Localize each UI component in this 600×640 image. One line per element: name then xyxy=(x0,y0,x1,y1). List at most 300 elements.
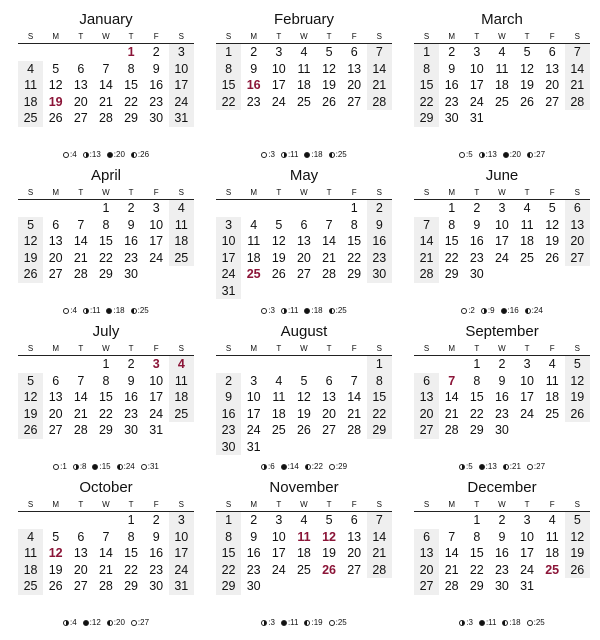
day-cell: 10 xyxy=(169,61,194,78)
week-row xyxy=(414,233,590,250)
week-row xyxy=(216,512,392,529)
empty-cell xyxy=(144,266,169,283)
week-row xyxy=(414,200,590,217)
day-cell: 28 xyxy=(414,266,439,283)
new-moon-icon xyxy=(53,464,59,470)
moon-phase-day: :24 xyxy=(123,462,135,471)
day-cell: 25 xyxy=(494,94,509,109)
week-row xyxy=(414,217,590,234)
month-title: March xyxy=(481,11,523,28)
day-cell: 25 xyxy=(169,406,194,423)
day-cell: 19 xyxy=(18,250,43,267)
empty-cell xyxy=(540,422,565,439)
week-row xyxy=(414,250,590,267)
weekday-label: M xyxy=(250,500,258,509)
empty-cell xyxy=(317,578,342,595)
empty-cell xyxy=(169,422,194,439)
weekday-label: F xyxy=(153,32,159,41)
weekday-label: T xyxy=(128,500,134,509)
weekday-label: T xyxy=(276,188,282,197)
day-cell: 8 xyxy=(127,61,135,76)
day-cell: 22 xyxy=(216,562,241,579)
day-cell: 24 xyxy=(246,423,261,437)
weekday-label: F xyxy=(351,188,357,197)
week-row xyxy=(18,94,194,111)
last-quarter-moon-icon xyxy=(527,152,533,158)
day-cell: 30 xyxy=(494,423,509,437)
month-title: February xyxy=(273,11,335,28)
day-cell: 5 xyxy=(565,356,590,373)
day-cell: 23 xyxy=(246,94,261,109)
day-cell: 26 xyxy=(520,94,535,109)
day-cell: 18 xyxy=(271,406,286,421)
month-april xyxy=(18,166,194,315)
day-cell: 13 xyxy=(48,390,63,404)
day-cell: 26 xyxy=(322,562,337,577)
weekday-header xyxy=(216,498,392,512)
day-cell: 19 xyxy=(565,545,590,562)
weekday-label: S xyxy=(376,344,382,353)
day-cell: 20 xyxy=(414,562,439,579)
day-cell: 15 xyxy=(98,390,113,404)
day-cell: 28 xyxy=(73,423,88,437)
day-cell: 29 xyxy=(469,579,484,593)
weekday-header xyxy=(18,498,194,512)
day-cell: 13 xyxy=(565,217,590,234)
empty-cell xyxy=(515,110,540,127)
day-cell: 6 xyxy=(350,45,358,59)
day-cell: 5 xyxy=(523,45,531,59)
last-quarter-moon-icon xyxy=(329,308,335,314)
day-cell: 13 xyxy=(322,390,337,404)
week-row xyxy=(216,356,392,373)
day-cell: 12 xyxy=(296,390,311,404)
week-row xyxy=(414,422,590,439)
day-cell: 12 xyxy=(322,61,337,76)
week-row xyxy=(414,389,590,406)
month-february xyxy=(216,10,392,159)
new-moon-icon xyxy=(261,152,267,158)
day-cell: 7 xyxy=(414,217,439,234)
day-cell: 16 xyxy=(246,78,261,92)
day-cell: 26 xyxy=(296,423,311,437)
moon-phase-day: :18 xyxy=(311,306,323,315)
moon-phase xyxy=(479,462,497,471)
day-cell: 20 xyxy=(322,406,337,421)
day-cell: 20 xyxy=(73,94,88,109)
day-cell: 27 xyxy=(322,423,337,437)
moon-phase-day: :9 xyxy=(487,306,495,315)
weekday-label: S xyxy=(574,188,580,197)
day-cell: 20 xyxy=(545,78,560,92)
weekday-label: S xyxy=(178,500,184,509)
day-cell: 22 xyxy=(367,406,392,423)
day-cell: 4 xyxy=(548,513,556,527)
day-cell: 8 xyxy=(216,61,241,78)
moon-phase-day: :3 xyxy=(268,306,275,315)
weekday-label: T xyxy=(326,344,332,353)
day-cell: 28 xyxy=(347,423,362,437)
weekday-label: S xyxy=(27,32,34,41)
moon-phase-day: :25 xyxy=(533,618,545,627)
new-moon-icon xyxy=(461,308,467,314)
full-moon-icon xyxy=(479,464,485,470)
day-cell: 4 xyxy=(523,201,531,215)
day-cell: 27 xyxy=(414,422,439,439)
day-cell: 22 xyxy=(124,562,139,577)
moon-phase-day: :3 xyxy=(268,618,275,627)
day-cell: 5 xyxy=(325,513,333,527)
day-cell: 4 xyxy=(498,45,506,59)
week-row xyxy=(18,61,194,78)
first-quarter-moon-icon xyxy=(73,464,79,470)
day-cell: 12 xyxy=(271,234,286,248)
empty-cell xyxy=(266,356,291,373)
month-december xyxy=(414,478,590,627)
week-row xyxy=(414,44,590,61)
month-title: April xyxy=(90,167,121,184)
day-cell: 6 xyxy=(77,61,85,76)
weekday-label: F xyxy=(351,344,357,353)
day-cell: 30 xyxy=(367,266,392,283)
weekday-label: T xyxy=(474,344,480,353)
first-quarter-moon-icon xyxy=(83,308,89,314)
day-cell: 5 xyxy=(565,512,590,529)
full-moon-icon xyxy=(106,308,112,314)
week-row xyxy=(216,439,392,456)
first-quarter-moon-icon xyxy=(261,464,267,470)
day-cell: 30 xyxy=(246,579,261,593)
day-cell: 10 xyxy=(246,390,261,404)
moon-phase xyxy=(329,150,347,159)
weekday-label: S xyxy=(574,344,580,353)
day-cell: 22 xyxy=(469,406,484,421)
new-moon-icon xyxy=(329,620,335,626)
moon-phase xyxy=(261,306,275,315)
day-cell: 1 xyxy=(216,44,241,61)
new-moon-icon xyxy=(459,152,465,158)
day-cell: 30 xyxy=(216,439,241,456)
weekday-label: S xyxy=(225,344,232,353)
day-cell: 15 xyxy=(216,77,241,94)
day-cell: 22 xyxy=(414,94,439,111)
empty-cell xyxy=(515,422,540,439)
weekday-label: T xyxy=(474,500,480,509)
month-november xyxy=(216,478,392,627)
day-cell: 26 xyxy=(545,250,560,265)
day-cell: 13 xyxy=(545,61,560,76)
day-cell: 27 xyxy=(347,94,362,109)
day-cell: 5 xyxy=(548,201,556,215)
day-cell: 27 xyxy=(347,562,362,577)
moon-phase-day: :20 xyxy=(113,150,125,159)
moon-phase-day: :3 xyxy=(466,618,473,627)
week-row xyxy=(18,110,194,127)
weekday-label: S xyxy=(423,344,430,353)
week-row xyxy=(216,266,392,283)
moon-phase-day: :11 xyxy=(485,618,497,627)
day-cell: 2 xyxy=(448,45,456,59)
moon-phase xyxy=(281,306,299,315)
day-cell: 1 xyxy=(127,45,135,59)
week-row xyxy=(18,373,194,390)
moon-phases xyxy=(216,462,392,471)
weekday-label: T xyxy=(276,500,282,509)
day-cell: 3 xyxy=(523,513,531,527)
day-cell: 17 xyxy=(520,390,535,404)
weekday-label: W xyxy=(498,500,506,509)
moon-phase-day: :13 xyxy=(485,150,497,159)
moon-phase-day: :3 xyxy=(268,150,275,159)
moon-phase xyxy=(281,462,299,471)
day-cell: 15 xyxy=(216,545,241,562)
month-title: July xyxy=(92,323,120,340)
day-cell: 2 xyxy=(367,200,392,217)
day-cell: 22 xyxy=(98,250,113,265)
day-cell: 2 xyxy=(216,373,241,390)
weekday-label: F xyxy=(351,32,357,41)
day-cell: 24 xyxy=(469,94,484,109)
full-moon-icon xyxy=(479,620,485,626)
day-cell: 19 xyxy=(322,546,337,560)
week-row xyxy=(18,44,194,61)
day-cell: 26 xyxy=(18,422,43,439)
moon-phase xyxy=(73,462,87,471)
day-cell: 26 xyxy=(18,266,43,283)
moon-phase xyxy=(53,462,67,471)
day-cell: 6 xyxy=(52,373,60,388)
empty-cell xyxy=(68,512,93,529)
day-cell: 23 xyxy=(246,562,261,577)
day-cell: 14 xyxy=(367,61,392,78)
week-row xyxy=(414,512,590,529)
moon-phase-day: :20 xyxy=(509,150,521,159)
day-cell: 14 xyxy=(73,234,88,248)
day-cell: 22 xyxy=(469,562,484,577)
first-quarter-moon-icon xyxy=(459,620,465,626)
day-cell: 21 xyxy=(73,250,88,265)
weekday-label: S xyxy=(376,188,382,197)
empty-cell xyxy=(414,200,439,217)
day-cell: 14 xyxy=(367,529,392,546)
empty-cell xyxy=(367,439,392,456)
day-cell: 13 xyxy=(347,61,362,76)
moon-phase xyxy=(83,618,101,627)
day-cell: 20 xyxy=(347,546,362,560)
week-row xyxy=(18,233,194,250)
empty-cell xyxy=(342,283,367,300)
day-cell: 26 xyxy=(322,94,337,109)
day-cell: 22 xyxy=(124,94,139,109)
day-cell: 19 xyxy=(296,406,311,421)
day-cell: 13 xyxy=(48,234,63,248)
empty-cell xyxy=(367,578,392,595)
day-cell: 27 xyxy=(545,94,560,109)
day-cell: 28 xyxy=(367,562,392,579)
day-cell: 1 xyxy=(473,357,481,371)
weekday-label: S xyxy=(423,500,430,509)
moon-phase xyxy=(106,306,124,315)
day-cell: 3 xyxy=(250,373,258,388)
day-cell: 22 xyxy=(347,250,362,265)
day-cell: 13 xyxy=(73,546,88,560)
last-quarter-moon-icon xyxy=(502,620,508,626)
day-cell: 29 xyxy=(124,579,139,593)
day-cell: 19 xyxy=(565,389,590,406)
day-cell: 29 xyxy=(216,578,241,595)
month-january xyxy=(18,10,194,159)
weekday-label: T xyxy=(524,344,530,353)
weekday-label: T xyxy=(524,32,530,41)
day-cell: 26 xyxy=(48,111,63,125)
empty-cell xyxy=(317,283,342,300)
moon-phase xyxy=(527,462,545,471)
month-title: October xyxy=(79,479,133,496)
week-row xyxy=(216,200,392,217)
day-cell: 7 xyxy=(448,373,456,388)
day-cell: 15 xyxy=(347,234,362,248)
day-cell: 29 xyxy=(469,423,484,437)
day-cell: 21 xyxy=(367,77,392,94)
day-cell: 14 xyxy=(444,546,459,560)
day-cell: 29 xyxy=(98,267,113,281)
day-cell: 5 xyxy=(300,373,308,388)
day-cell: 11 xyxy=(169,217,194,234)
week-row xyxy=(18,389,194,406)
moon-phases xyxy=(18,150,194,159)
empty-cell xyxy=(18,200,43,217)
weekday-label: F xyxy=(153,188,159,197)
day-cell: 11 xyxy=(545,529,559,544)
day-cell: 24 xyxy=(494,250,509,265)
moon-phases xyxy=(216,618,392,627)
day-cell: 11 xyxy=(18,77,43,94)
day-cell: 17 xyxy=(169,545,194,562)
weekday-label: W xyxy=(102,32,110,41)
day-cell: 6 xyxy=(77,529,85,544)
day-cell: 13 xyxy=(347,529,362,544)
day-cell: 7 xyxy=(448,529,456,544)
weekday-label: M xyxy=(448,32,456,41)
empty-cell xyxy=(93,512,118,529)
empty-cell xyxy=(439,356,464,373)
week-row xyxy=(414,529,590,546)
day-cell: 9 xyxy=(250,61,258,76)
new-moon-icon xyxy=(131,620,137,626)
empty-cell xyxy=(169,266,194,283)
day-cell: 13 xyxy=(414,389,439,406)
day-cell: 9 xyxy=(367,217,392,234)
weekday-label: T xyxy=(524,188,530,197)
day-cell: 4 xyxy=(275,373,283,388)
moon-phase xyxy=(502,618,520,627)
week-row xyxy=(216,44,392,61)
moon-phase xyxy=(131,618,149,627)
day-cell: 25 xyxy=(18,110,43,127)
weekday-label: T xyxy=(128,344,134,353)
day-cell: 18 xyxy=(520,234,535,248)
day-cell: 18 xyxy=(169,389,194,406)
day-cell: 27 xyxy=(296,267,311,281)
month-july xyxy=(18,322,194,471)
moon-phase-day: :14 xyxy=(287,462,299,471)
day-cell: 15 xyxy=(124,546,139,560)
moon-phase xyxy=(281,150,299,159)
day-cell: 7 xyxy=(102,61,110,76)
day-cell: 18 xyxy=(246,250,261,265)
weekday-label: S xyxy=(423,188,430,197)
moon-phase xyxy=(281,618,299,627)
moon-phase xyxy=(461,306,475,315)
moon-phase-day: :5 xyxy=(465,150,473,159)
day-cell: 26 xyxy=(48,579,63,593)
day-cell: 23 xyxy=(469,250,484,265)
day-cell: 28 xyxy=(565,94,590,111)
day-cell: 24 xyxy=(271,562,286,577)
day-cell: 1 xyxy=(102,357,110,371)
day-cell: 1 xyxy=(414,44,439,61)
weekday-label: T xyxy=(276,344,282,353)
day-cell: 24 xyxy=(169,562,194,579)
day-cell: 1 xyxy=(448,201,456,215)
weekday-label: T xyxy=(78,344,84,353)
moon-phase-day: :22 xyxy=(311,462,323,471)
moon-phase xyxy=(261,462,275,471)
moon-phase xyxy=(63,618,77,627)
moon-phase-day: :20 xyxy=(113,618,125,627)
day-cell: 5 xyxy=(18,373,43,390)
day-cell: 9 xyxy=(216,389,241,406)
last-quarter-moon-icon xyxy=(131,152,137,158)
empty-cell xyxy=(266,439,291,456)
week-row xyxy=(414,356,590,373)
day-cell: 23 xyxy=(494,406,509,421)
day-cell: 22 xyxy=(216,94,241,111)
first-quarter-moon-icon xyxy=(63,620,69,626)
day-cell: 16 xyxy=(216,406,241,423)
weekday-label: S xyxy=(27,500,34,509)
moon-phases xyxy=(216,306,392,315)
day-cell: 17 xyxy=(494,234,509,248)
day-cell: 25 xyxy=(18,578,43,595)
moon-phase xyxy=(503,462,521,471)
day-cell: 12 xyxy=(48,78,63,92)
day-cell: 31 xyxy=(520,579,535,593)
first-quarter-moon-icon xyxy=(83,152,89,158)
day-cell: 21 xyxy=(347,406,362,421)
day-cell: 18 xyxy=(494,78,509,92)
day-cell: 24 xyxy=(271,94,286,109)
moon-phase xyxy=(117,462,135,471)
day-cell: 20 xyxy=(347,78,362,92)
day-cell: 6 xyxy=(52,217,60,232)
last-quarter-moon-icon xyxy=(305,464,311,470)
week-row xyxy=(414,266,590,283)
empty-cell xyxy=(93,44,118,61)
moon-phase xyxy=(459,150,473,159)
week-row xyxy=(18,512,194,529)
day-cell: 16 xyxy=(149,78,164,92)
empty-cell xyxy=(540,578,565,595)
day-cell: 18 xyxy=(18,562,43,579)
day-cell: 30 xyxy=(124,423,139,437)
weekday-label: S xyxy=(225,188,232,197)
first-quarter-moon-icon xyxy=(261,620,267,626)
week-row xyxy=(216,545,392,562)
day-cell: 21 xyxy=(98,562,113,577)
week-row xyxy=(216,373,392,390)
day-cell: 25 xyxy=(545,562,560,577)
